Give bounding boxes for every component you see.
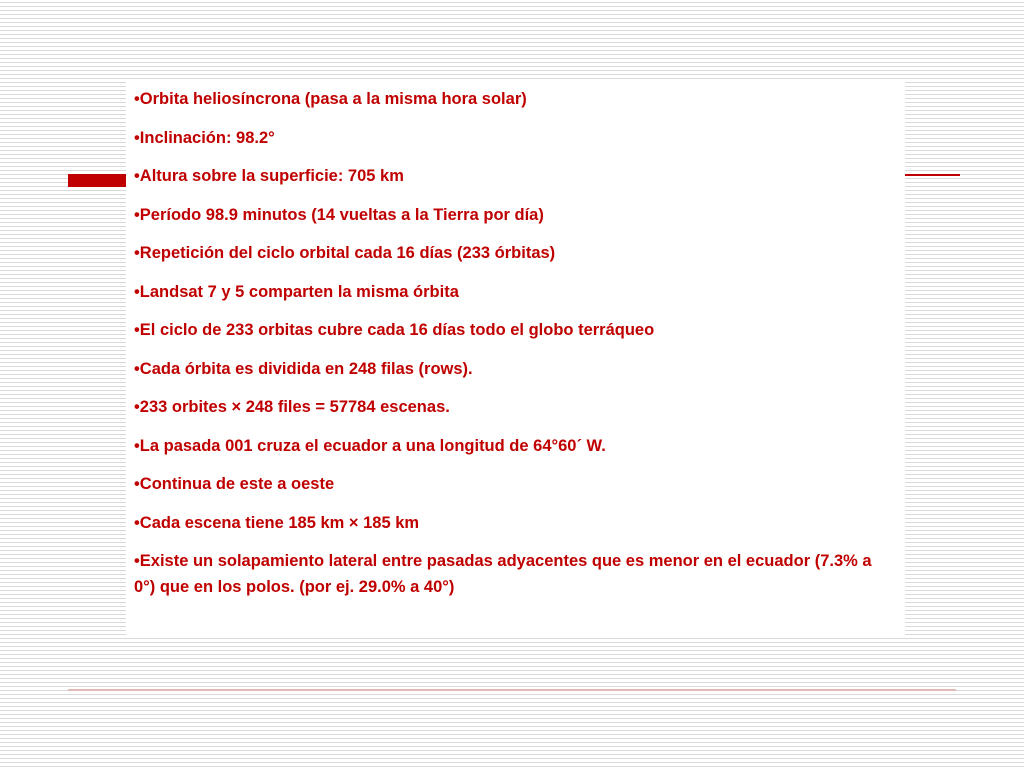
bullet-shared-orbit: •Landsat 7 y 5 comparten la misma órbita [134,282,459,301]
bullet-altitude: •Altura sobre la superficie: 705 km [134,167,404,185]
bullet-repeat-cycle: •Repetición del ciclo orbital cada 16 días (233 órbitas) [134,244,556,262]
title-accent-bar [68,174,126,187]
bullet-scene-size: •Cada escena tiene 185 km × 185 km [134,513,420,532]
bullet-global-coverage: •El ciclo de 233 orbitas cubre cada 16 días todo el globo terráqueo [134,321,655,339]
bullet-orbit-type: •Orbita heliosíncrona (pasa a la misma hora solar) [134,90,527,108]
bullet-sidelap: •Existe un solapamiento lateral entre pasadas adyacentes que es menor en el ecuador (7.3% a 0°) que en los polos. (por ej. 29.0% a 40°) [134,552,872,596]
bullet-period: •Período 98.9 minutos (14 vueltas a la Tierra por día) [134,205,544,224]
bullet-rows: •Cada órbita es dividida en 248 filas (rows). [134,359,473,378]
bullet-equator-crossing: •La pasada 001 cruza el ecuador a una longitud de 64°60´ W. [134,436,606,455]
footer-divider [68,689,956,691]
bullet-inclination: •Inclinación: 98.2° [134,128,275,147]
bullet-direction: •Continua de este a oeste [134,475,335,493]
bullet-scene-count: •233 orbites × 248 files = 57784 escenas. [134,398,450,416]
content-panel [126,80,905,638]
title-accent-line [905,174,960,176]
